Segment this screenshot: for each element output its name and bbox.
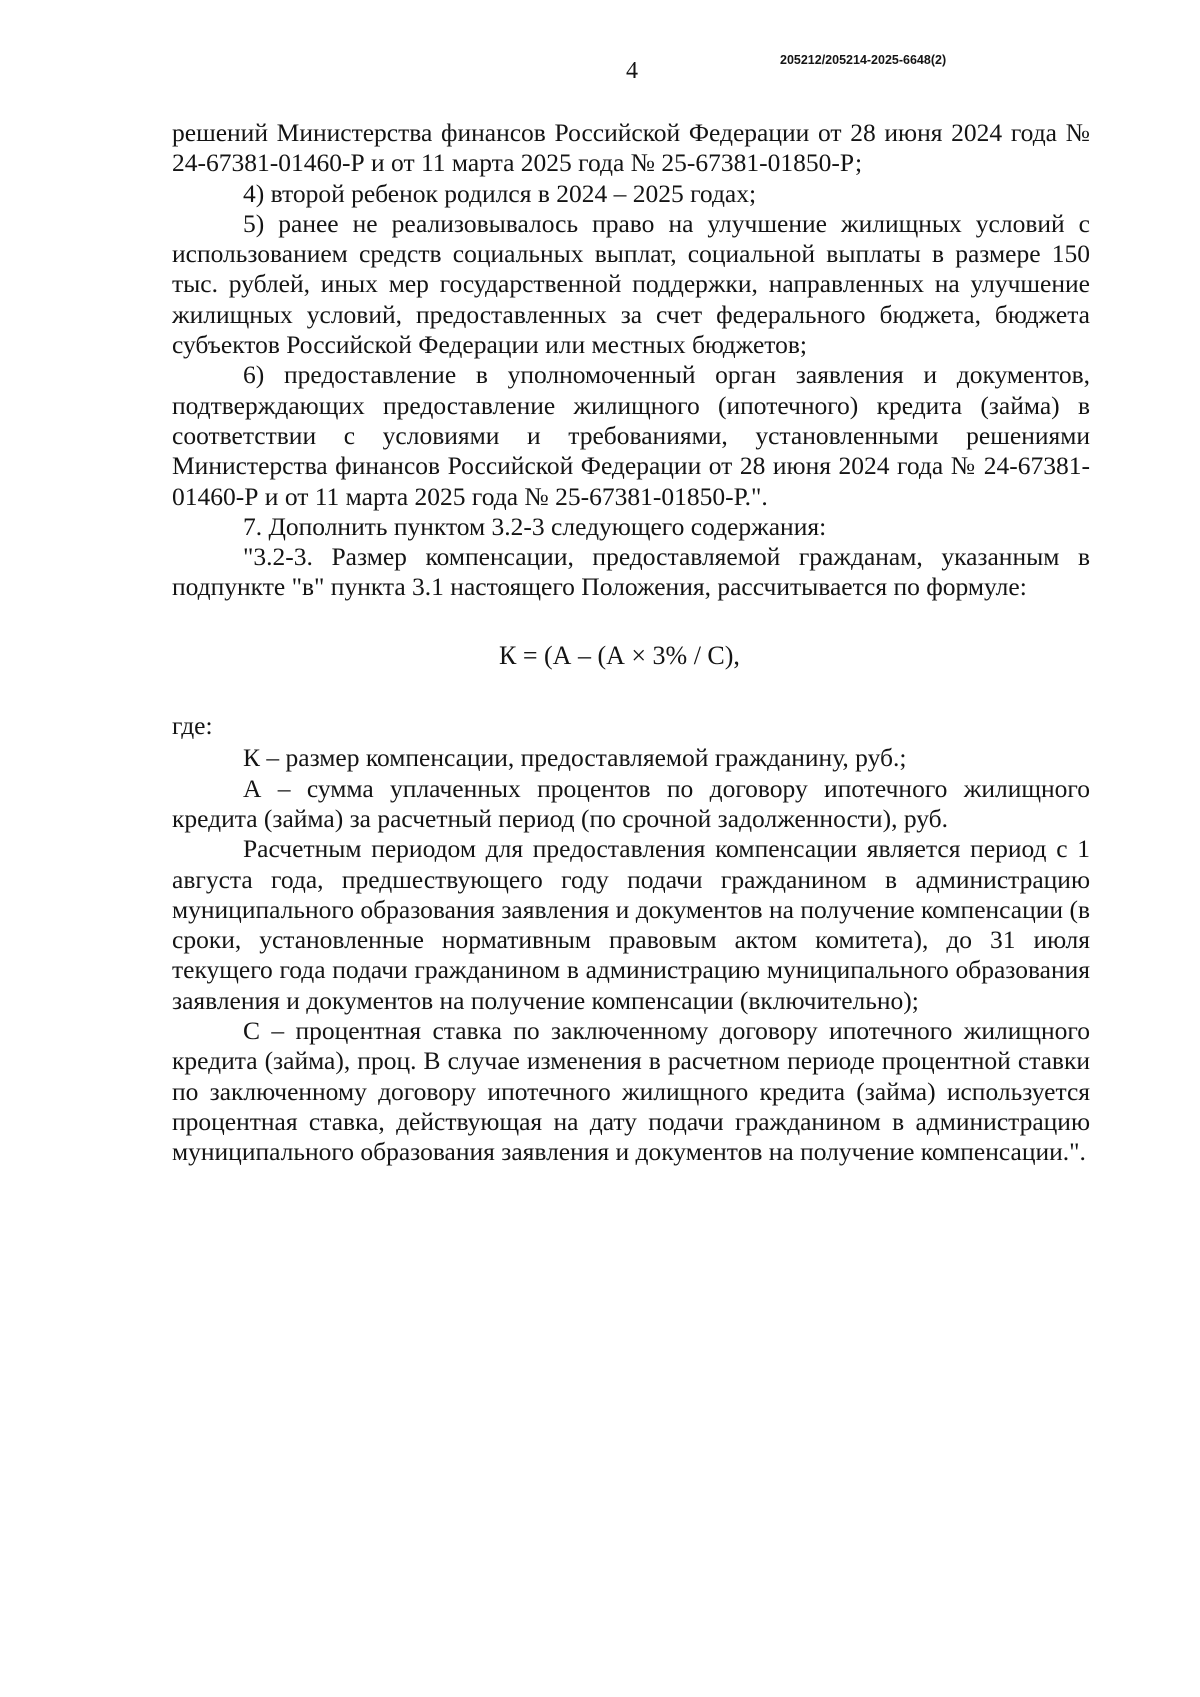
- document-id: 205212/205214-2025-6648(2): [780, 53, 947, 67]
- definition-c: С – процентная ставка по заключенному договору ипотечного жилищного кредита (займа), проц. В случае изменения в расчетном периоде процентной ставки по заключенному договору ипотечного жилищного кредита (займа) используется процентная ставка, действующая на дату подачи гражданином в администрацию муниципального образования заявления и документов на получение компенсации.".: [172, 1016, 1090, 1167]
- definition-k: К – размер компенсации, предоставляемой гражданину, руб.;: [243, 743, 907, 773]
- paragraph-item-4: 4) второй ребенок родился в 2024 – 2025 годах;: [243, 178, 757, 208]
- paragraph-continuation: решений Министерства финансов Российской Федерации от 28 июня 2024 года № 24-67381-01460-Р и от 11 марта 2025 года № 25-67381-01850-Р;: [172, 118, 1090, 178]
- paragraph-item-6: 6) предоставление в уполномоченный орган заявления и документов, подтверждающих предоставление жилищного (ипотечного) кредита (займа) в соответствии с условиями и требованиями, установленными решениями Министерства финансов Российской Федерации от 28 июня 2024 года № 24-67381-01460-Р и от 11 марта 2025 года № 25-67381-01850-Р.".: [172, 360, 1090, 511]
- paragraph-clause-3-2-3: "3.2-3. Размер компенсации, предоставляемой гражданам, указанным в подпункте "в" пункта 3.1 настоящего Положения, рассчитывается по формуле:: [172, 542, 1090, 602]
- paragraph-item-5: 5) ранее не реализовывалось право на улучшение жилищных условий с использованием средств социальных выплат, социальной выплаты в размере 150 тыс. рублей, иных мер государственной поддержки, направленных на улучшение жилищных условий, предоставленных за счет федерального бюджета, бюджета субъектов Российской Федерации или местных бюджетов;: [172, 208, 1090, 360]
- definition-a: А – сумма уплаченных процентов по договору ипотечного жилищного кредита (займа) за расчетный период (по срочной задолженности), руб.: [172, 773, 1090, 833]
- formula-where-label: где:: [172, 711, 213, 741]
- page-number: 4: [626, 58, 638, 84]
- document-body: [172, 118, 1090, 1168]
- compensation-formula: К = (А – (А × 3% / С),: [499, 640, 740, 670]
- paragraph-amendment-7: 7. Дополнить пунктом 3.2-3 следующего содержания:: [243, 511, 827, 541]
- paragraph-calculation-period: Расчетным периодом для предоставления компенсации является период с 1 августа года, предшествующего году подачи гражданином в администрацию муниципального образования заявления и документов на получение компенсации (в сроки, установленные нормативным правовым актом комитета), до 31 июля текущего года подачи гражданином в администрацию муниципального образования заявления и документов на получение компенсации (включительно);: [172, 834, 1090, 1015]
